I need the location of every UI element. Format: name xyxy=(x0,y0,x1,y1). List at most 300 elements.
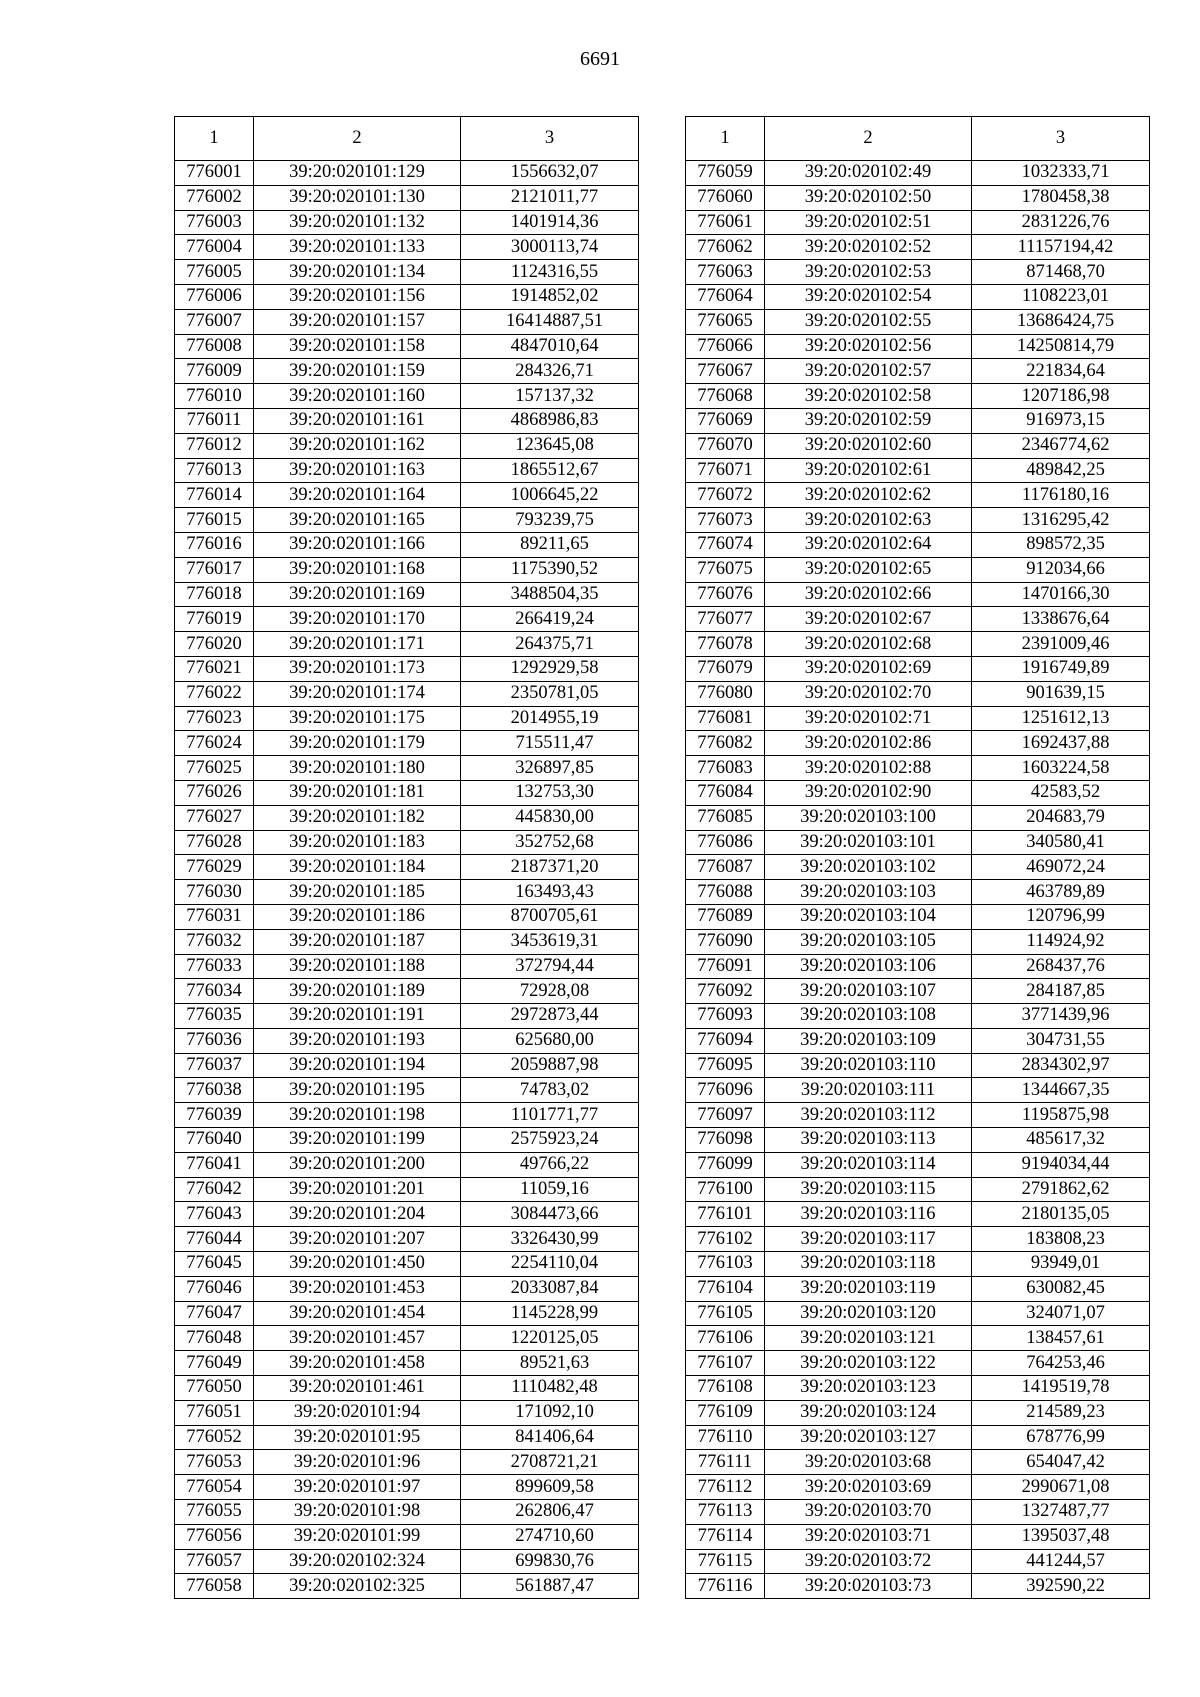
cadastral-number-cell: 39:20:020103:120 xyxy=(765,1301,972,1326)
value-cell: 1251612,13 xyxy=(972,706,1150,731)
value-cell: 2350781,05 xyxy=(461,681,639,706)
row-number-cell: 776008 xyxy=(175,334,254,359)
value-cell: 74783,02 xyxy=(461,1078,639,1103)
row-number-cell: 776079 xyxy=(686,656,765,681)
value-cell: 1032333,71 xyxy=(972,161,1150,186)
row-number-cell: 776025 xyxy=(175,756,254,781)
value-cell: 841406,64 xyxy=(461,1425,639,1450)
value-cell: 463789,89 xyxy=(972,880,1150,905)
cadastral-number-cell: 39:20:020102:53 xyxy=(765,260,972,285)
cadastral-number-cell: 39:20:020101:171 xyxy=(254,632,461,657)
row-number-cell: 776094 xyxy=(686,1028,765,1053)
row-number-cell: 776072 xyxy=(686,483,765,508)
row-number-cell: 776028 xyxy=(175,830,254,855)
value-cell: 1344667,35 xyxy=(972,1078,1150,1103)
value-cell: 561887,47 xyxy=(461,1574,639,1599)
value-cell: 654047,42 xyxy=(972,1450,1150,1475)
table-row xyxy=(686,557,1150,582)
value-cell: 171092,10 xyxy=(461,1400,639,1425)
row-number-cell: 776052 xyxy=(175,1425,254,1450)
table-row xyxy=(686,1475,1150,1500)
value-cell: 489842,25 xyxy=(972,458,1150,483)
row-number-cell: 776035 xyxy=(175,1004,254,1029)
value-cell: 11059,16 xyxy=(461,1177,639,1202)
table-row xyxy=(175,1326,639,1351)
row-number-cell: 776076 xyxy=(686,582,765,607)
cadastral-number-cell: 39:20:020101:160 xyxy=(254,384,461,409)
value-cell: 268437,76 xyxy=(972,954,1150,979)
column-header: 3 xyxy=(972,117,1150,161)
cadastral-number-cell: 39:20:020101:170 xyxy=(254,607,461,632)
value-cell: 392590,22 xyxy=(972,1574,1150,1599)
cadastral-number-cell: 39:20:020101:175 xyxy=(254,706,461,731)
table-row xyxy=(686,1524,1150,1549)
table-row xyxy=(175,1450,639,1475)
row-number-cell: 776064 xyxy=(686,284,765,309)
row-number-cell: 776112 xyxy=(686,1475,765,1500)
cadastral-number-cell: 39:20:020101:200 xyxy=(254,1152,461,1177)
table-row xyxy=(686,408,1150,433)
table-row xyxy=(175,855,639,880)
row-number-cell: 776099 xyxy=(686,1152,765,1177)
value-cell: 2187371,20 xyxy=(461,855,639,880)
value-cell: 2708721,21 xyxy=(461,1450,639,1475)
cadastral-number-cell: 39:20:020101:180 xyxy=(254,756,461,781)
row-number-cell: 776107 xyxy=(686,1351,765,1376)
column-header: 1 xyxy=(686,117,765,161)
value-cell: 284326,71 xyxy=(461,359,639,384)
cadastral-number-cell: 39:20:020102:71 xyxy=(765,706,972,731)
table-row xyxy=(175,1524,639,1549)
table-row xyxy=(686,260,1150,285)
row-number-cell: 776057 xyxy=(175,1549,254,1574)
row-number-cell: 776054 xyxy=(175,1475,254,1500)
table-row xyxy=(175,309,639,334)
cadastral-number-cell: 39:20:020101:95 xyxy=(254,1425,461,1450)
row-number-cell: 776078 xyxy=(686,632,765,657)
cadastral-number-cell: 39:20:020103:69 xyxy=(765,1475,972,1500)
value-cell: 2254110,04 xyxy=(461,1252,639,1277)
table-row xyxy=(175,1128,639,1153)
table-row xyxy=(686,1227,1150,1252)
row-number-cell: 776011 xyxy=(175,408,254,433)
cadastral-number-cell: 39:20:020103:124 xyxy=(765,1400,972,1425)
value-cell: 11157194,42 xyxy=(972,235,1150,260)
table-row xyxy=(686,1028,1150,1053)
table-row xyxy=(175,1177,639,1202)
row-number-cell: 776110 xyxy=(686,1425,765,1450)
cadastral-number-cell: 39:20:020101:453 xyxy=(254,1276,461,1301)
row-number-cell: 776086 xyxy=(686,830,765,855)
cadastral-number-cell: 39:20:020101:458 xyxy=(254,1351,461,1376)
value-cell: 120796,99 xyxy=(972,904,1150,929)
row-number-cell: 776019 xyxy=(175,607,254,632)
table-row xyxy=(175,979,639,1004)
row-number-cell: 776046 xyxy=(175,1276,254,1301)
table-row xyxy=(686,805,1150,830)
table-row xyxy=(686,458,1150,483)
value-cell: 9194034,44 xyxy=(972,1152,1150,1177)
row-number-cell: 776030 xyxy=(175,880,254,905)
cadastral-number-cell: 39:20:020101:163 xyxy=(254,458,461,483)
row-number-cell: 776047 xyxy=(175,1301,254,1326)
value-cell: 912034,66 xyxy=(972,557,1150,582)
table-row xyxy=(686,855,1150,880)
value-cell: 469072,24 xyxy=(972,855,1150,880)
cadastral-number-cell: 39:20:020101:185 xyxy=(254,880,461,905)
cadastral-number-cell: 39:20:020102:67 xyxy=(765,607,972,632)
cadastral-number-cell: 39:20:020101:188 xyxy=(254,954,461,979)
value-cell: 93949,01 xyxy=(972,1252,1150,1277)
row-number-cell: 776058 xyxy=(175,1574,254,1599)
value-cell: 214589,23 xyxy=(972,1400,1150,1425)
cadastral-number-cell: 39:20:020102:55 xyxy=(765,309,972,334)
cadastral-number-cell: 39:20:020103:117 xyxy=(765,1227,972,1252)
table-row xyxy=(686,433,1150,458)
table-row xyxy=(686,161,1150,186)
table-row xyxy=(686,979,1150,1004)
value-cell: 625680,00 xyxy=(461,1028,639,1053)
cadastral-number-cell: 39:20:020101:198 xyxy=(254,1103,461,1128)
cadastral-number-cell: 39:20:020103:73 xyxy=(765,1574,972,1599)
table-row xyxy=(686,830,1150,855)
row-number-cell: 776013 xyxy=(175,458,254,483)
table-row xyxy=(175,1053,639,1078)
row-number-cell: 776044 xyxy=(175,1227,254,1252)
row-number-cell: 776092 xyxy=(686,979,765,1004)
cadastral-number-cell: 39:20:020102:61 xyxy=(765,458,972,483)
row-number-cell: 776003 xyxy=(175,210,254,235)
row-number-cell: 776081 xyxy=(686,706,765,731)
row-number-cell: 776016 xyxy=(175,532,254,557)
row-number-cell: 776093 xyxy=(686,1004,765,1029)
table-row xyxy=(175,185,639,210)
column-header: 2 xyxy=(254,117,461,161)
cadastral-number-cell: 39:20:020102:63 xyxy=(765,508,972,533)
row-number-cell: 776015 xyxy=(175,508,254,533)
table-row xyxy=(175,954,639,979)
table-row xyxy=(175,433,639,458)
cadastral-number-cell: 39:20:020103:68 xyxy=(765,1450,972,1475)
value-cell: 114924,92 xyxy=(972,929,1150,954)
table-row xyxy=(175,359,639,384)
cadastral-number-cell: 39:20:020101:98 xyxy=(254,1500,461,1525)
value-cell: 132753,30 xyxy=(461,780,639,805)
table-row xyxy=(686,756,1150,781)
table-row xyxy=(686,582,1150,607)
value-cell: 898572,35 xyxy=(972,532,1150,557)
table-row xyxy=(686,284,1150,309)
cadastral-number-cell: 39:20:020103:113 xyxy=(765,1128,972,1153)
cadastral-number-cell: 39:20:020103:115 xyxy=(765,1177,972,1202)
cadastral-number-cell: 39:20:020103:127 xyxy=(765,1425,972,1450)
value-cell: 1401914,36 xyxy=(461,210,639,235)
cadastral-number-cell: 39:20:020102:64 xyxy=(765,532,972,557)
row-number-cell: 776027 xyxy=(175,805,254,830)
row-number-cell: 776022 xyxy=(175,681,254,706)
row-number-cell: 776091 xyxy=(686,954,765,979)
cadastral-number-cell: 39:20:020103:70 xyxy=(765,1500,972,1525)
table-row xyxy=(686,880,1150,905)
value-cell: 1470166,30 xyxy=(972,582,1150,607)
column-header: 3 xyxy=(461,117,639,161)
value-cell: 3453619,31 xyxy=(461,929,639,954)
value-cell: 3326430,99 xyxy=(461,1227,639,1252)
table-row xyxy=(686,904,1150,929)
value-cell: 901639,15 xyxy=(972,681,1150,706)
table-row xyxy=(686,1276,1150,1301)
row-number-cell: 776010 xyxy=(175,384,254,409)
table-row xyxy=(686,1450,1150,1475)
cadastral-number-cell: 39:20:020103:118 xyxy=(765,1252,972,1277)
table-row xyxy=(686,185,1150,210)
row-number-cell: 776020 xyxy=(175,632,254,657)
value-cell: 138457,61 xyxy=(972,1326,1150,1351)
table-row xyxy=(175,1202,639,1227)
table-row xyxy=(175,210,639,235)
table-row xyxy=(175,731,639,756)
cadastral-number-cell: 39:20:020102:66 xyxy=(765,582,972,607)
value-cell: 2831226,76 xyxy=(972,210,1150,235)
row-number-cell: 776084 xyxy=(686,780,765,805)
value-cell: 715511,47 xyxy=(461,731,639,756)
value-cell: 3084473,66 xyxy=(461,1202,639,1227)
cadastral-number-cell: 39:20:020101:184 xyxy=(254,855,461,880)
table-row xyxy=(686,359,1150,384)
value-cell: 89521,63 xyxy=(461,1351,639,1376)
table-row xyxy=(175,780,639,805)
table-row xyxy=(175,532,639,557)
value-cell: 264375,71 xyxy=(461,632,639,657)
cadastral-number-cell: 39:20:020101:181 xyxy=(254,780,461,805)
table-row xyxy=(175,1152,639,1177)
value-cell: 1006645,22 xyxy=(461,483,639,508)
row-number-cell: 776021 xyxy=(175,656,254,681)
cadastral-number-cell: 39:20:020103:111 xyxy=(765,1078,972,1103)
value-cell: 1124316,55 xyxy=(461,260,639,285)
value-cell: 14250814,79 xyxy=(972,334,1150,359)
cadastral-number-cell: 39:20:020103:108 xyxy=(765,1004,972,1029)
value-cell: 441244,57 xyxy=(972,1549,1150,1574)
value-cell: 352752,68 xyxy=(461,830,639,855)
value-cell: 899609,58 xyxy=(461,1475,639,1500)
row-number-cell: 776048 xyxy=(175,1326,254,1351)
cadastral-number-cell: 39:20:020101:201 xyxy=(254,1177,461,1202)
cadastral-number-cell: 39:20:020102:52 xyxy=(765,235,972,260)
table-row xyxy=(686,483,1150,508)
table-row xyxy=(175,284,639,309)
cadastral-number-cell: 39:20:020103:109 xyxy=(765,1028,972,1053)
value-cell: 2834302,97 xyxy=(972,1053,1150,1078)
value-cell: 3000113,74 xyxy=(461,235,639,260)
cadastral-number-cell: 39:20:020101:158 xyxy=(254,334,461,359)
value-cell: 1395037,48 xyxy=(972,1524,1150,1549)
cadastral-number-cell: 39:20:020102:62 xyxy=(765,483,972,508)
row-number-cell: 776002 xyxy=(175,185,254,210)
table-row xyxy=(175,1103,639,1128)
cadastral-number-cell: 39:20:020101:133 xyxy=(254,235,461,260)
cadastral-number-cell: 39:20:020101:182 xyxy=(254,805,461,830)
row-number-cell: 776068 xyxy=(686,384,765,409)
table-row xyxy=(175,1351,639,1376)
cadastral-number-cell: 39:20:020101:157 xyxy=(254,309,461,334)
table-row xyxy=(686,607,1150,632)
value-cell: 183808,23 xyxy=(972,1227,1150,1252)
row-number-cell: 776017 xyxy=(175,557,254,582)
table-row xyxy=(686,1500,1150,1525)
value-cell: 1175390,52 xyxy=(461,557,639,582)
cadastral-number-cell: 39:20:020101:162 xyxy=(254,433,461,458)
value-cell: 89211,65 xyxy=(461,532,639,557)
table-row xyxy=(686,334,1150,359)
table-row xyxy=(175,656,639,681)
table-row xyxy=(175,1475,639,1500)
cadastral-number-cell: 39:20:020103:103 xyxy=(765,880,972,905)
cadastral-number-cell: 39:20:020103:105 xyxy=(765,929,972,954)
cadastral-number-cell: 39:20:020101:169 xyxy=(254,582,461,607)
cadastral-number-cell: 39:20:020101:164 xyxy=(254,483,461,508)
value-cell: 163493,43 xyxy=(461,880,639,905)
row-number-cell: 776032 xyxy=(175,929,254,954)
value-cell: 340580,41 xyxy=(972,830,1150,855)
table-row xyxy=(686,632,1150,657)
cadastral-number-cell: 39:20:020103:106 xyxy=(765,954,972,979)
row-number-cell: 776039 xyxy=(175,1103,254,1128)
cadastral-number-cell: 39:20:020102:70 xyxy=(765,681,972,706)
row-number-cell: 776075 xyxy=(686,557,765,582)
cadastral-number-cell: 39:20:020102:49 xyxy=(765,161,972,186)
table-row xyxy=(686,954,1150,979)
row-number-cell: 776026 xyxy=(175,780,254,805)
row-number-cell: 776100 xyxy=(686,1177,765,1202)
table-row xyxy=(175,260,639,285)
value-cell: 793239,75 xyxy=(461,508,639,533)
value-cell: 2972873,44 xyxy=(461,1004,639,1029)
row-number-cell: 776114 xyxy=(686,1524,765,1549)
cadastral-number-cell: 39:20:020101:173 xyxy=(254,656,461,681)
row-number-cell: 776042 xyxy=(175,1177,254,1202)
value-cell: 2059887,98 xyxy=(461,1053,639,1078)
table-row xyxy=(686,1103,1150,1128)
table-row xyxy=(686,780,1150,805)
header-row xyxy=(686,117,1150,161)
table-row xyxy=(175,161,639,186)
table-row xyxy=(686,1425,1150,1450)
value-cell: 1780458,38 xyxy=(972,185,1150,210)
cadastral-number-cell: 39:20:020101:450 xyxy=(254,1252,461,1277)
value-cell: 1220125,05 xyxy=(461,1326,639,1351)
cadastral-number-cell: 39:20:020103:72 xyxy=(765,1549,972,1574)
row-number-cell: 776108 xyxy=(686,1376,765,1401)
table-row xyxy=(175,880,639,905)
table-row xyxy=(686,1152,1150,1177)
value-cell: 123645,08 xyxy=(461,433,639,458)
row-number-cell: 776067 xyxy=(686,359,765,384)
cadastral-number-cell: 39:20:020101:132 xyxy=(254,210,461,235)
cadastral-number-cell: 39:20:020103:104 xyxy=(765,904,972,929)
cadastral-number-cell: 39:20:020102:86 xyxy=(765,731,972,756)
table-row xyxy=(686,1549,1150,1574)
table-row xyxy=(686,706,1150,731)
cadastral-number-cell: 39:20:020102:90 xyxy=(765,780,972,805)
row-number-cell: 776004 xyxy=(175,235,254,260)
row-number-cell: 776073 xyxy=(686,508,765,533)
row-number-cell: 776014 xyxy=(175,483,254,508)
cadastral-number-cell: 39:20:020102:69 xyxy=(765,656,972,681)
row-number-cell: 776116 xyxy=(686,1574,765,1599)
value-cell: 1176180,16 xyxy=(972,483,1150,508)
row-number-cell: 776090 xyxy=(686,929,765,954)
cadastral-number-cell: 39:20:020101:204 xyxy=(254,1202,461,1227)
cadastral-number-cell: 39:20:020101:130 xyxy=(254,185,461,210)
table-row xyxy=(175,929,639,954)
value-cell: 1916749,89 xyxy=(972,656,1150,681)
table-row xyxy=(175,1252,639,1277)
table-row xyxy=(175,408,639,433)
row-number-cell: 776036 xyxy=(175,1028,254,1053)
table-row xyxy=(686,1177,1150,1202)
value-cell: 485617,32 xyxy=(972,1128,1150,1153)
cadastral-number-cell: 39:20:020103:100 xyxy=(765,805,972,830)
row-number-cell: 776001 xyxy=(175,161,254,186)
table-row xyxy=(175,557,639,582)
cadastral-number-cell: 39:20:020101:187 xyxy=(254,929,461,954)
value-cell: 274710,60 xyxy=(461,1524,639,1549)
cadastral-number-cell: 39:20:020102:65 xyxy=(765,557,972,582)
column-header: 1 xyxy=(175,117,254,161)
row-number-cell: 776083 xyxy=(686,756,765,781)
cadastral-number-cell: 39:20:020102:58 xyxy=(765,384,972,409)
row-number-cell: 776007 xyxy=(175,309,254,334)
row-number-cell: 776096 xyxy=(686,1078,765,1103)
value-cell: 284187,85 xyxy=(972,979,1150,1004)
table-row xyxy=(686,1376,1150,1401)
value-cell: 304731,55 xyxy=(972,1028,1150,1053)
table-row xyxy=(686,1326,1150,1351)
row-number-cell: 776012 xyxy=(175,433,254,458)
cadastral-number-cell: 39:20:020101:193 xyxy=(254,1028,461,1053)
table-row xyxy=(175,706,639,731)
value-cell: 1692437,88 xyxy=(972,731,1150,756)
value-cell: 1110482,48 xyxy=(461,1376,639,1401)
value-cell: 2791862,62 xyxy=(972,1177,1150,1202)
value-cell: 2575923,24 xyxy=(461,1128,639,1153)
cadastral-number-cell: 39:20:020101:94 xyxy=(254,1400,461,1425)
cadastral-number-cell: 39:20:020103:101 xyxy=(765,830,972,855)
table-row xyxy=(686,1004,1150,1029)
cadastral-number-cell: 39:20:020102:60 xyxy=(765,433,972,458)
table-row xyxy=(686,681,1150,706)
row-number-cell: 776115 xyxy=(686,1549,765,1574)
table-row xyxy=(175,756,639,781)
row-number-cell: 776005 xyxy=(175,260,254,285)
column-header: 2 xyxy=(765,117,972,161)
value-cell: 1108223,01 xyxy=(972,284,1150,309)
cadastral-number-cell: 39:20:020103:123 xyxy=(765,1376,972,1401)
row-number-cell: 776006 xyxy=(175,284,254,309)
row-number-cell: 776049 xyxy=(175,1351,254,1376)
value-cell: 2033087,84 xyxy=(461,1276,639,1301)
row-number-cell: 776041 xyxy=(175,1152,254,1177)
cadastral-number-cell: 39:20:020103:102 xyxy=(765,855,972,880)
value-cell: 2121011,77 xyxy=(461,185,639,210)
cadastral-number-cell: 39:20:020101:134 xyxy=(254,260,461,285)
cadastral-number-cell: 39:20:020101:461 xyxy=(254,1376,461,1401)
cadastral-number-cell: 39:20:020101:195 xyxy=(254,1078,461,1103)
table-row xyxy=(686,656,1150,681)
table-row xyxy=(175,1574,639,1599)
value-cell: 4868986,83 xyxy=(461,408,639,433)
